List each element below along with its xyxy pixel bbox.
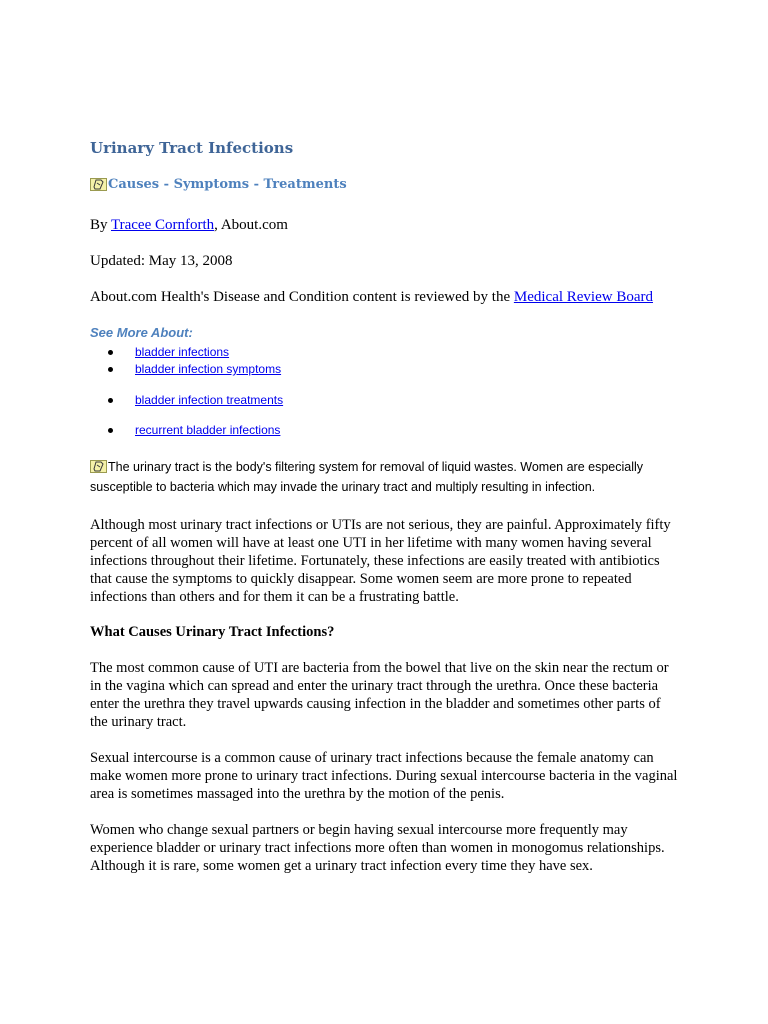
medical-review-board-link[interactable]: Medical Review Board (513, 289, 653, 305)
bullet (108, 350, 113, 355)
see-more-link[interactable]: bladder infection symptoms (135, 362, 282, 376)
updated-date: Updated: May 13, 2008 (90, 253, 233, 269)
body-paragraph-4: Women who change sexual partners or begin having sexual intercourse more frequently may experience bladder or urinary tract infections more often than women in monogomus relationships. Although it is rare, some women get a urinary tract infection every time they have sex. (90, 822, 665, 874)
subtitle (90, 177, 347, 192)
section-heading: What Causes Urinary Tract Infections? (90, 624, 335, 640)
body-paragraph-3: Sexual intercourse is a common cause of urinary tract infections because the female anatomy can make women more prone to urinary tract infections. During sexual intercourse bacteria in the vaginal area is sometimes massaged into the urethra by the motion of the penis. (90, 750, 678, 802)
review-note (90, 289, 653, 306)
bullet (108, 367, 113, 372)
intro-paragraph (90, 457, 670, 497)
byline-prefix: By (90, 217, 111, 233)
body-paragraph-2: The most common cause of UTI are bacteria from the bowel that live on the skin near the rectum or in the vagina which can spread and enter the urinary tract through the urethra. Once these bacteria enter the urethra they travel upwards causing infection in the bladder and sometimes other parts of the urinary tract. (90, 660, 669, 730)
body-paragraph-1: Although most urinary tract infections or UTIs are not serious, they are painful. Approximately fifty percent of all women will have at least one UTI in her lifetime with many women having several infections throughout their lifetime. Fortunately, these infections are easily treated with antibiotics that cause the symptoms to quickly disappear. Some women seem are more prone to repeated infections than others and for them it can be a frustrating battle. (90, 517, 671, 605)
bullet (108, 428, 113, 433)
subtitle-text: Causes - Symptoms - Treatments (108, 177, 347, 192)
review-text: About.com Health's Disease and Condition content is reviewed by the (90, 289, 514, 305)
byline (90, 217, 288, 234)
byline-suffix: , About.com (214, 217, 288, 233)
page-title: Urinary Tract Infections (90, 139, 294, 157)
intro-text: The urinary tract is the body's filtering system for removal of liquid wastes. Women are especially susceptible to bacteria which may invade the urinary tract and multiply resulting in infection. (90, 460, 644, 494)
see-more-link[interactable]: recurrent bladder infections (135, 423, 281, 437)
see-more-link[interactable]: bladder infection treatments (135, 393, 284, 407)
see-more-heading: See More About: (90, 325, 193, 340)
broken-image-icon (90, 178, 107, 191)
see-more-link[interactable]: bladder infections (135, 345, 230, 359)
broken-image-icon (90, 460, 107, 473)
author-link[interactable]: Tracee Cornforth (110, 217, 215, 233)
bullet (108, 398, 113, 403)
